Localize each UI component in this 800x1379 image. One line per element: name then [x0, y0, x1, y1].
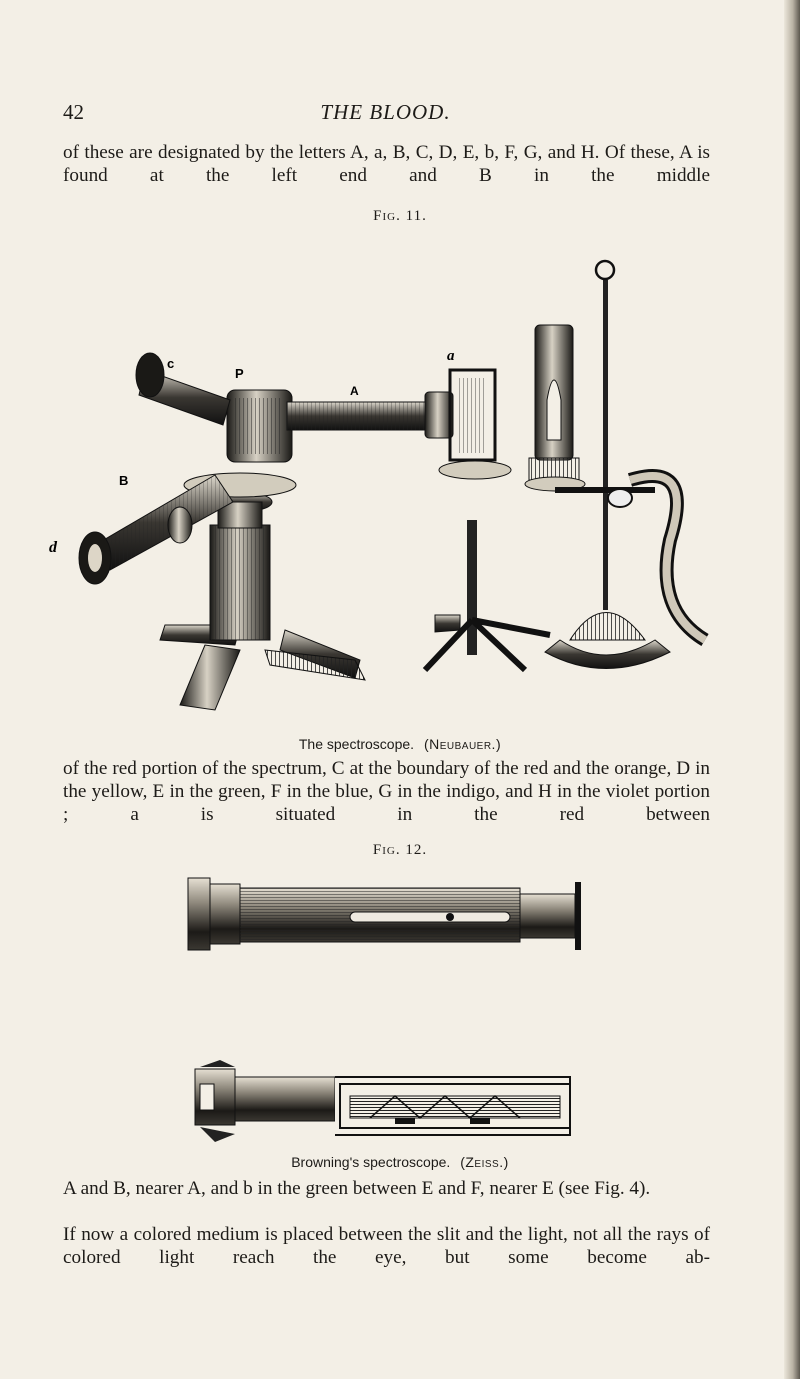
paragraph-1: of these are designated by the letters A, a, B, C, D, E, b, F, G, and H. Of these, A is found at the left end and B in the middle: [63, 142, 710, 186]
page-number: 42: [63, 100, 84, 124]
figure-12-caption-credit: (Zeiss.): [460, 1154, 509, 1170]
figure-11-letter-a-upper: A: [350, 384, 359, 398]
figure-12-browning-spectroscope-illustration: [180, 872, 600, 1172]
running-title: THE BLOOD.: [320, 100, 451, 124]
paragraph-3: A and B, nearer A, and b in the green between E and F, nearer E (see Fig. 4).: [63, 1178, 651, 1199]
figure-11-letter-a-lower: a: [447, 348, 455, 364]
figure-12-caption-text: Browning's spectroscope.: [291, 1154, 451, 1170]
figure-11-letter-d: d: [49, 539, 57, 556]
figure-11-letter-p: P: [235, 366, 244, 381]
figure-12-label: Fig. 12.: [372, 842, 428, 858]
figure-11-spectroscope-illustration: [49, 240, 725, 740]
figure-11-caption-credit: (Neubauer.): [423, 736, 502, 752]
figure-11-letter-b: B: [119, 473, 129, 488]
paragraph-4: If now a colored medium is placed between the slit and the light, not all the rays of colored light reach the eye, but some become ab-: [63, 1224, 710, 1268]
figure-11-label: Fig. 11.: [373, 208, 427, 224]
page-edge-shadow: [784, 0, 800, 1379]
figure-11-caption-text: The spectroscope.: [298, 736, 415, 752]
figure-12-caption: [0, 1154, 800, 1170]
paragraph-2: of the red portion of the spectrum, C at the boundary of the red and the orange, D in the yellow, E in the green, F in the blue, G in the indigo, and H in the violet portion ; a is situated in the red between: [63, 758, 710, 825]
figure-11-letter-c: c: [167, 356, 175, 371]
figure-11-caption: [0, 736, 800, 752]
running-header: [63, 100, 708, 130]
